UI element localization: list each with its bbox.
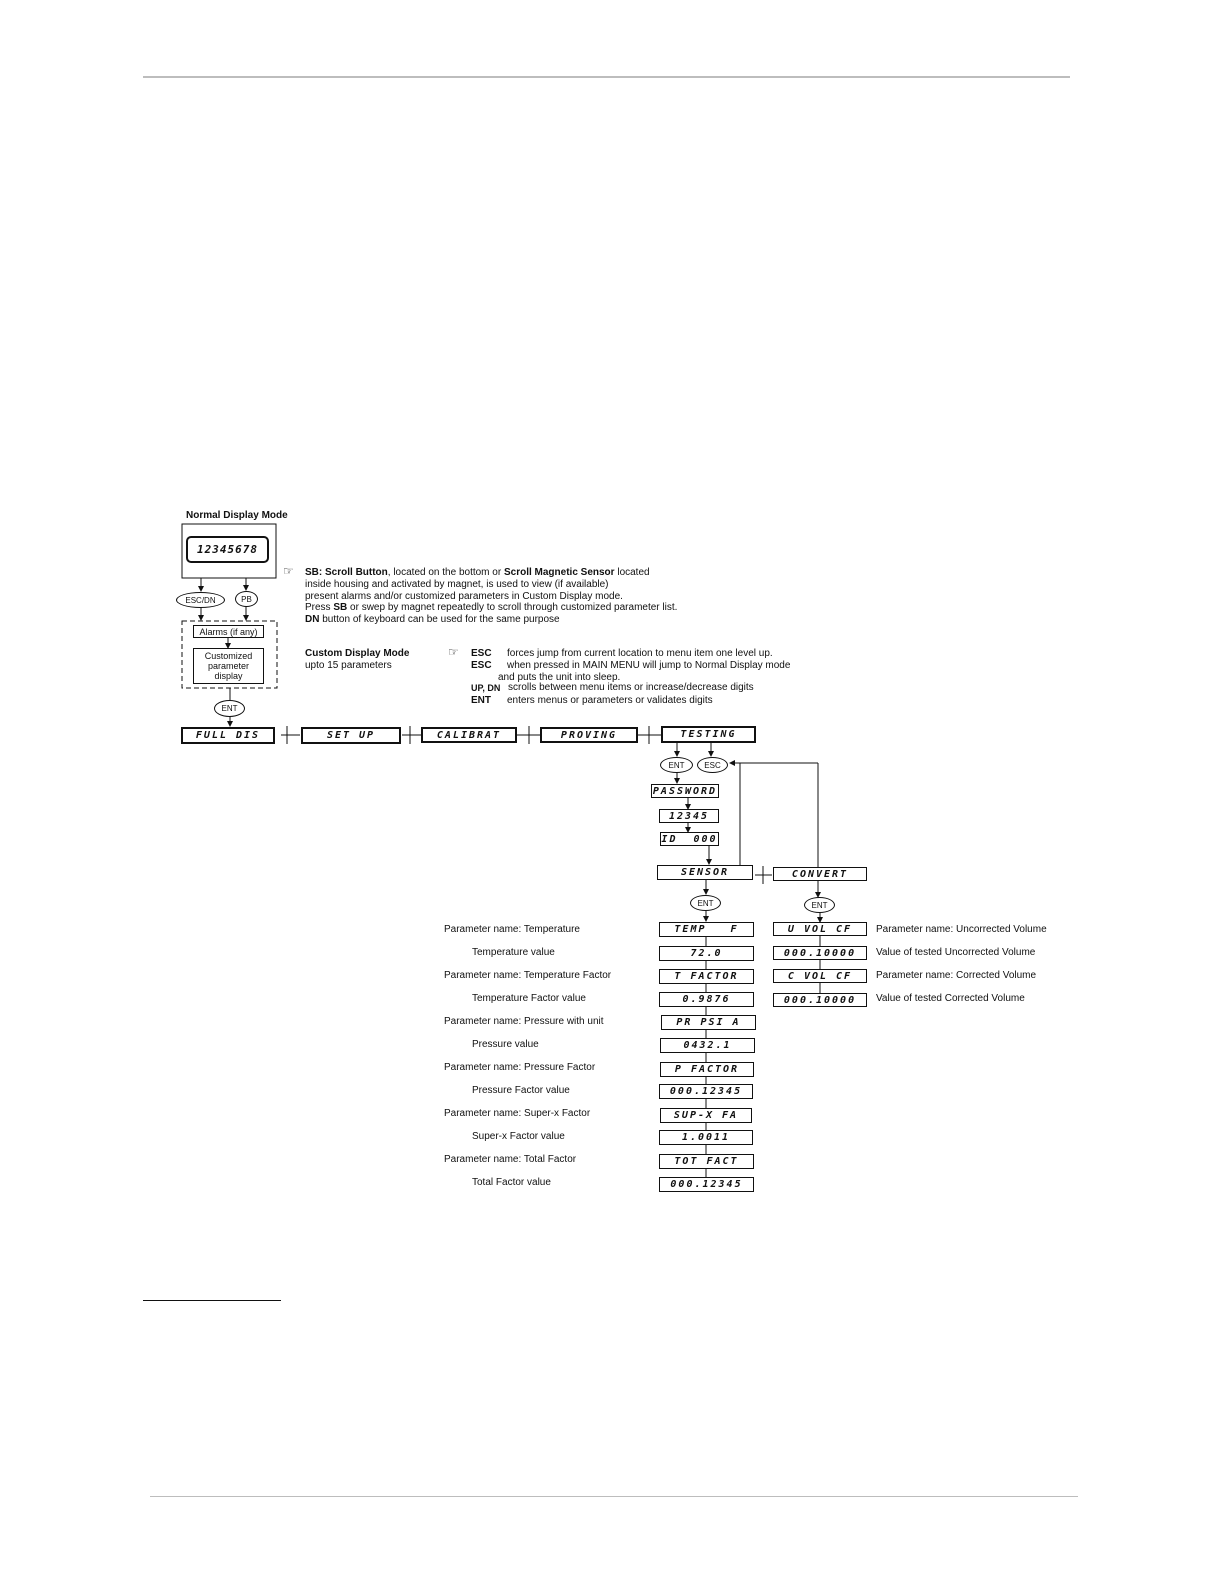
sensor-item-label: Parameter name: Temperature [444, 924, 580, 935]
sensor-item-lcd[interactable]: 0.9876 [659, 992, 754, 1007]
esc-button-testing[interactable]: ESC [697, 757, 728, 773]
ent-button-main[interactable]: ENT [214, 700, 245, 717]
ent-key: ENT [471, 695, 491, 706]
main-lcd: 12345678 [186, 536, 269, 563]
convert-item-lcd[interactable]: C VOL CF [773, 969, 867, 983]
sensor-item-label: Pressure Factor value [472, 1085, 570, 1096]
sb-note-line4: Press SB or swep by magnet repeatedly to scroll through customized parameter list. [305, 602, 678, 613]
sensor-item-lcd[interactable]: 000.12345 [659, 1177, 754, 1192]
menu-calibrat[interactable]: CALIBRAT [421, 727, 517, 743]
pointing-hand-icon-2: ☞ [448, 645, 459, 659]
esc-dn-button[interactable]: ESC/DN [176, 592, 225, 608]
sensor-item-lcd[interactable]: SUP-X FA [660, 1108, 752, 1123]
normal-mode-title: Normal Display Mode [186, 510, 288, 521]
sensor-item-lcd[interactable]: 0432.1 [660, 1038, 755, 1053]
sb-note-line5: DN button of keyboard can be used for the same purpose [305, 614, 560, 625]
sensor-item-label: Super-x Factor value [472, 1131, 565, 1142]
convert-item-lcd[interactable]: 000.10000 [773, 946, 867, 960]
esc-key-2: ESC [471, 660, 492, 671]
menu-full-dis[interactable]: FULL DIS [181, 727, 275, 744]
convert-item-label: Value of tested Uncorrected Volume [876, 947, 1036, 958]
menu-proving[interactable]: PROVING [540, 727, 638, 743]
sensor-item-label: Parameter name: Pressure with unit [444, 1016, 604, 1027]
sensor-item-label: Total Factor value [472, 1177, 551, 1188]
sensor-item-label: Parameter name: Super-x Factor [444, 1108, 591, 1119]
alarms-box: Alarms (if any) [193, 625, 264, 638]
sensor-item-lcd[interactable]: PR PSI A [661, 1015, 756, 1030]
sensor-item-lcd[interactable]: 000.12345 [659, 1084, 753, 1099]
sensor-item-label: Temperature value [472, 947, 555, 958]
esc-desc-2b: and puts the unit into sleep. [498, 672, 621, 683]
ent-button-convert[interactable]: ENT [804, 897, 835, 913]
esc-desc-1: forces jump from current location to menu item one level up. [507, 648, 773, 659]
custom-mode-sub: upto 15 parameters [305, 660, 392, 671]
convert-item-label: Value of tested Corrected Volume [876, 993, 1025, 1004]
sensor-item-label: Parameter name: Pressure Factor [444, 1062, 596, 1073]
sensor-box[interactable]: SENSOR [657, 865, 753, 880]
sb-note-line2: inside housing and activated by magnet, is used to view (if available) [305, 579, 609, 590]
sensor-item-lcd[interactable]: TEMP F [659, 922, 754, 937]
password-box[interactable]: PASSWORD [652, 785, 718, 797]
sensor-item-label: Temperature Factor value [472, 993, 586, 1004]
esc-desc-2: when pressed in MAIN MENU will jump to Normal Display mode [507, 660, 791, 671]
updn-key: UP, DN [471, 683, 501, 693]
menu-set-up[interactable]: SET UP [301, 727, 401, 744]
updn-desc: scrolls between menu items or increase/decrease digits [508, 682, 754, 693]
menu-testing[interactable]: TESTING [661, 726, 756, 743]
sensor-item-lcd[interactable]: 1.0011 [659, 1130, 753, 1145]
convert-item-label: Parameter name: Uncorrected Volume [876, 924, 1047, 935]
sensor-item-lcd[interactable]: TOT FACT [659, 1154, 754, 1169]
ent-desc: enters menus or parameters or validates digits [507, 695, 713, 706]
esc-key-1: ESC [471, 648, 492, 659]
sensor-item-lcd[interactable]: 72.0 [659, 946, 754, 961]
convert-item-label: Parameter name: Corrected Volume [876, 970, 1037, 981]
ent-button-sensor[interactable]: ENT [690, 895, 721, 911]
sensor-item-label: Parameter name: Total Factor [444, 1154, 577, 1165]
id-box[interactable]: ID 000 [661, 833, 718, 845]
convert-box[interactable]: CONVERT [773, 867, 867, 881]
sensor-item-lcd[interactable]: T FACTOR [659, 969, 754, 984]
sensor-item-label: Pressure value [472, 1039, 539, 1050]
pointing-hand-icon: ☞ [283, 564, 294, 578]
pb-button[interactable]: PB [235, 591, 258, 607]
sb-note-line1: SB: Scroll Button, located on the bottom or Scroll Magnetic Sensor located [305, 567, 650, 578]
sensor-item-label: Parameter name: Temperature Factor [444, 970, 612, 981]
customized-display-box: Customized parameter display [193, 648, 264, 684]
custom-mode-title: Custom Display Mode [305, 648, 410, 659]
password-value-box[interactable]: 12345 [659, 809, 719, 823]
sb-note-line3: present alarms and/or customized parameters in Custom Display mode. [305, 591, 623, 602]
convert-item-lcd[interactable]: 000.10000 [773, 993, 867, 1007]
ent-button-testing[interactable]: ENT [660, 757, 693, 773]
sensor-item-lcd[interactable]: P FACTOR [660, 1062, 754, 1077]
convert-item-lcd[interactable]: U VOL CF [773, 922, 867, 936]
